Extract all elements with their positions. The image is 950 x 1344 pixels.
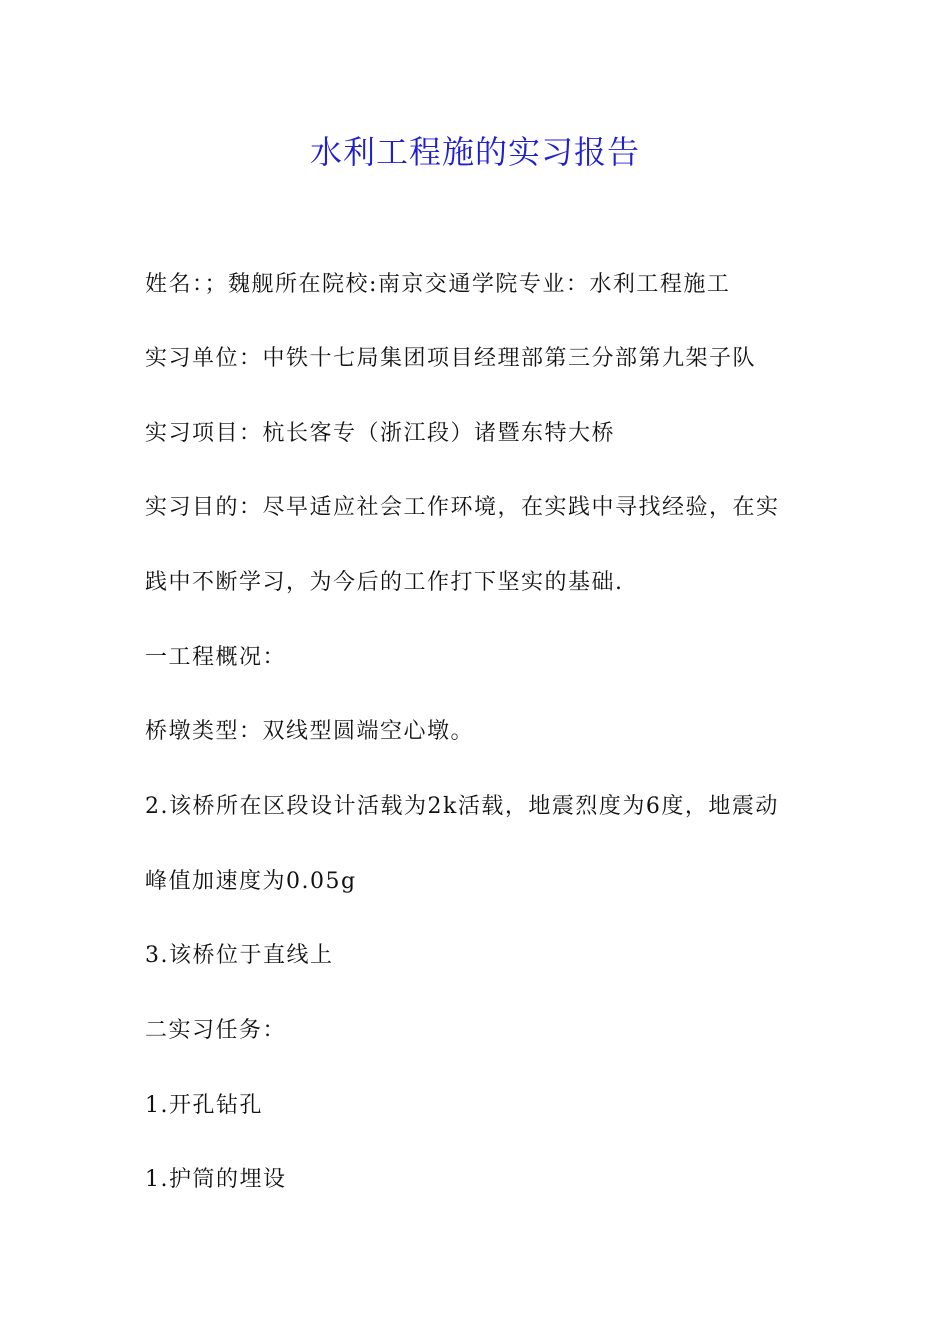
paragraph-design-load-line1: 2.该桥所在区段设计活载为2k活载，地震烈度为6度，地震动 <box>145 794 779 819</box>
document-title: 水利工程施的实习报告 <box>309 133 640 171</box>
section-heading-project-overview: 一工程概况： <box>145 645 287 670</box>
section-heading-internship-tasks: 二实习任务： <box>145 1018 287 1043</box>
paragraph-bridge-alignment: 3.该桥位于直线上 <box>145 943 334 968</box>
list-item-drilling: 1.开孔钻孔 <box>145 1093 263 1118</box>
paragraph-internship-project: 实习项目：杭长客专（浙江段）诸暨东特大桥 <box>145 421 616 446</box>
paragraph-internship-unit: 实习单位：中铁十七局集团项目经理部第三分部第九架子队 <box>145 346 757 371</box>
paragraph-name-school-major: 姓名：；魏舰所在院校:南京交通学院专业：水利工程施工 <box>145 272 731 297</box>
paragraph-design-load-line2: 峰值加速度为0.05g <box>145 869 357 894</box>
paragraph-internship-purpose-line1: 实习目的：尽早适应社会工作环境，在实践中寻找经验，在实 <box>145 495 780 520</box>
list-item-casing-installation: 1.护筒的埋设 <box>145 1167 287 1192</box>
paragraph-internship-purpose-line2: 践中不断学习，为今后的工作打下坚实的基础. <box>145 570 624 595</box>
paragraph-pier-type: 桥墩类型：双线型圆端空心墩。 <box>145 719 475 744</box>
